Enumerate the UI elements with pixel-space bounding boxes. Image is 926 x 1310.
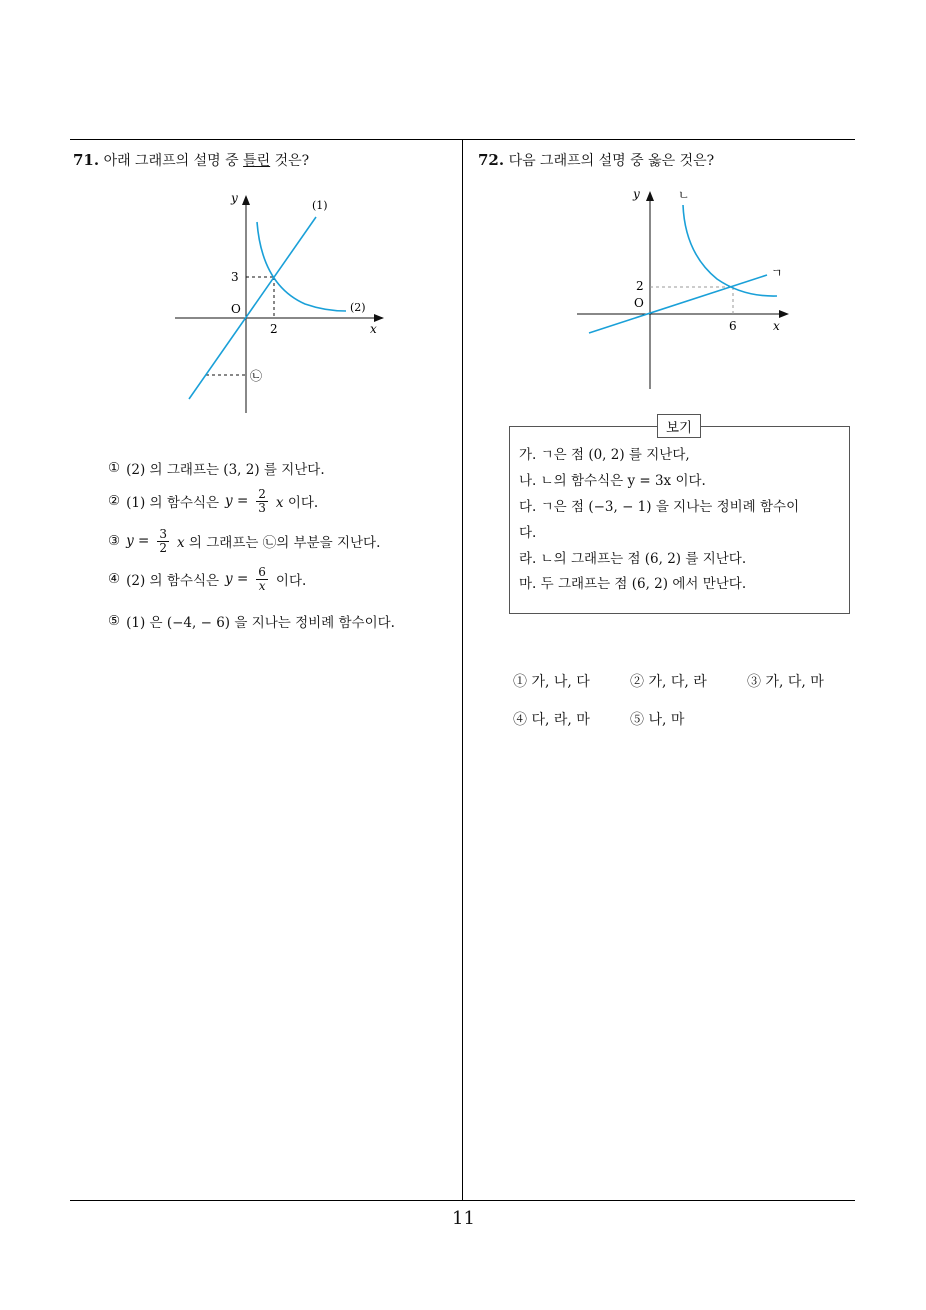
q71-graph	[170, 185, 395, 415]
q71-choice-4-eq: =	[232, 571, 249, 588]
q71-choice-3-var: y	[126, 533, 134, 550]
q71-text-pre: 아래 그래프의 설명 중	[103, 153, 244, 169]
q71-choice-5-text: (1) 은 (−4, − 6) 을 지나는 정비례 함수이다.	[126, 615, 395, 631]
q71-choice-3-eq: =	[133, 533, 150, 550]
q72-answer-3[interactable]: ③ 가, 다, 마	[747, 674, 824, 690]
q71-x-arrow-icon	[374, 314, 384, 322]
q72-box-title: 보기	[657, 414, 701, 438]
q72-number: 72.	[478, 151, 505, 169]
q71-tick-x: 2	[270, 322, 278, 336]
q71-choice-4-post: 이다.	[275, 573, 307, 590]
q71-choice-2-post: 이다.	[283, 495, 319, 512]
q71-y-arrow-icon	[242, 195, 250, 205]
q72-y-arrow-icon	[646, 191, 654, 201]
q71-choice-3-den: 2	[159, 540, 167, 555]
q71-choice-2-var: y	[225, 493, 233, 510]
q72-answer-2[interactable]: ② 가, 다, 라	[630, 674, 707, 690]
q71-choice-4-pre: (2) 의 함수식은	[126, 573, 220, 590]
q72-answer-4[interactable]: ④ 다, 라, 마	[513, 712, 590, 728]
q71-choice-2-num: 2	[258, 487, 266, 501]
q71-choice-1[interactable]	[108, 458, 325, 478]
q71-curve-2	[257, 222, 346, 311]
q72-y-label: y	[633, 187, 640, 201]
q72-line-g	[589, 275, 767, 333]
q72-box-line-2: 나. ㄴ의 함수식은 y = 3x 이다.	[519, 473, 706, 489]
q72-box-line-3: 다. ㄱ은 점 (−3, − 1) 을 지나는 정비례 함수이	[519, 499, 800, 515]
q71-origin: O	[231, 302, 241, 316]
q71-choice-2-mark: ②	[108, 493, 121, 510]
q71-choice-1-mark: ①	[108, 460, 121, 476]
q71-choice-2-x: x	[275, 495, 284, 512]
q71-choice-3-post: 의 그래프는 ㉡의 부분을 지난다.	[184, 535, 381, 552]
q71-text-post: 것은?	[270, 153, 310, 169]
q71-choice-4-var: y	[225, 571, 233, 588]
q71-choice-2-pre: (1) 의 함수식은	[126, 495, 220, 512]
q71-number: 71.	[73, 151, 100, 169]
page-number: 11	[452, 1208, 475, 1229]
q72-header	[478, 150, 714, 170]
q71-x-label: x	[370, 322, 377, 336]
q72-tick-y: 2	[636, 279, 644, 293]
q71-choice-3[interactable]	[108, 528, 380, 554]
q72-text: 다음 그래프의 설명 중 옳은 것은?	[508, 153, 715, 169]
q71-header	[73, 150, 309, 170]
q71-line-label: (1)	[312, 199, 328, 212]
q72-box-line-5: 라. ㄴ의 그래프는 점 (6, 2) 를 지난다.	[519, 551, 747, 567]
q72-box-line-6: 마. 두 그래프는 점 (6, 2) 에서 만난다.	[519, 576, 747, 592]
q71-choice-4-num: 6	[258, 565, 266, 579]
q71-choice-5-mark: ⑤	[108, 613, 121, 629]
q71-choice-4[interactable]	[108, 566, 306, 592]
q72-box-line-4: 다.	[519, 525, 537, 541]
q71-choice-2[interactable]	[108, 488, 318, 514]
q71-tick-y: 3	[231, 270, 239, 284]
q71-choice-3-fraction	[157, 528, 169, 554]
q72-answer-1[interactable]: ① 가, 나, 다	[513, 674, 590, 690]
q72-x-arrow-icon	[779, 310, 789, 318]
q71-choice-3-x: x	[177, 535, 185, 552]
q71-choice-3-num: 3	[159, 527, 167, 541]
q72-origin: O	[634, 296, 644, 310]
q71-y-label: y	[231, 191, 238, 205]
q72-curve-n	[683, 205, 777, 296]
q72-curve-label: ㄴ	[678, 188, 690, 202]
column-divider	[462, 139, 463, 1201]
q71-choice-2-eq: =	[232, 493, 249, 510]
bottom-rule	[70, 1200, 855, 1201]
q72-tick-x: 6	[729, 319, 737, 333]
q72-x-label: x	[773, 319, 780, 333]
q71-choice-4-mark: ④	[108, 571, 121, 588]
q71-choice-2-fraction	[256, 488, 268, 514]
q71-text-emph: 틀린	[243, 153, 271, 169]
q71-choice-4-den: x	[258, 578, 266, 593]
q72-line-label: ㄱ	[771, 266, 783, 280]
q71-choice-4-fraction	[256, 566, 268, 592]
q72-box-line-1: 가. ㄱ은 점 (0, 2) 를 지난다,	[519, 447, 690, 463]
q72-answer-5[interactable]: ⑤ 나, 마	[630, 712, 685, 728]
q71-region-label: ㉡	[250, 369, 263, 383]
q71-choice-5[interactable]	[108, 611, 395, 631]
q71-curve-label: (2)	[350, 301, 366, 314]
q71-choice-1-text: (2) 의 그래프는 (3, 2) 를 지난다.	[126, 462, 325, 478]
q71-choice-3-mark: ③	[108, 533, 121, 550]
q72-graph	[575, 183, 800, 393]
q71-choice-2-den: 3	[258, 500, 266, 515]
